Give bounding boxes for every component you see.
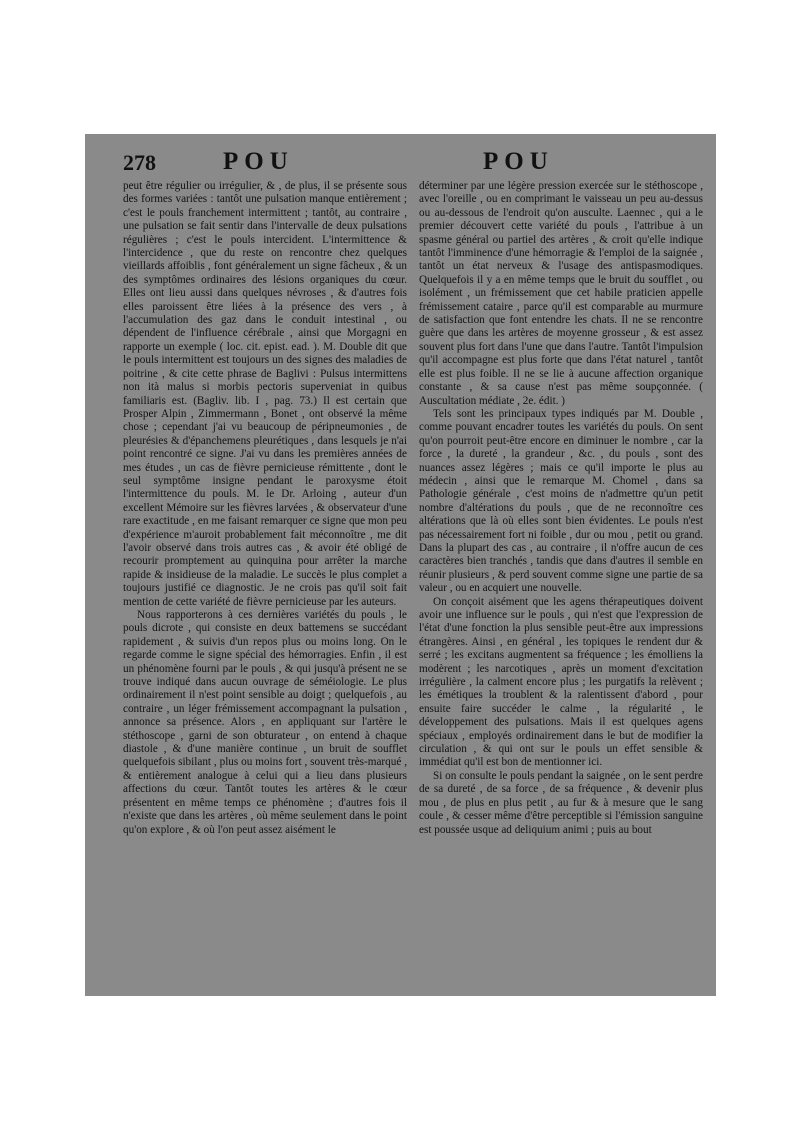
running-head-left: POU xyxy=(223,148,294,175)
paragraph: Nous rapporterons à ces dernières variétés du pouls , le pouls dicrote , qui consiste en deux battemens se succédant rapidement , & suivis d'un repos plus ou moins long. On le regarde comme le signe spécial des hémorragies. Enfin , il est un phénomène fourni par le pouls , & qui jusqu'à présent ne se trouve indiqué dans aucun ouvrage de séméiologie. Le plus ordinairement il n'est point sensible au doigt ; quelquefois , au contraire , un léger frémissement accompagnant la pulsation , annonce sa présence. Alors , en appliquant sur l'artère le stéthoscope , garni de son obturateur , on entend à chaque diastole , & d'une manière continue , un bruit de soufflet quelquefois sibilant , plus ou moins fort , souvent très-marqué , & entièrement analogue à celui qui a lieu dans plusieurs affections du cœur. Tantôt toutes les artères & le cœur présentent en même temps ce phénomène ; d'autres fois il n'existe que dans les artères , où même seulement dans le point qu'on explore , & où l'on peut assez aisément le xyxy=(123,609,407,836)
page-number: 278 xyxy=(123,150,156,175)
page-header xyxy=(123,146,703,180)
text-columns xyxy=(123,180,703,986)
scanned-page xyxy=(85,134,716,996)
paragraph: peut être régulier ou irrégulier, & , de plus, il se présente sous des formes variées : tantôt une pulsation manque entièrement ; c'est le pouls franchement intermittent ; tantôt, au contraire , une pulsation se fait sentir dans l'intervalle de deux pulsations régulières ; c'est le pouls intercident. L'intermittence & l'intercidence , que du reste on rencontre chez quelques vieillards affoiblis , font généralement un signe fâcheux , & un des symptômes ordinaires des lésions organiques du cœur. Elles ont lieu aussi dans quelques névroses , & d'autres fois elles paroissent être liées à la présence des vers , à l'accumulation des gaz dans le conduit intestinal , ou dépendent de l'influence cérébrale , ainsi que Morgagni en rapporte un exemple ( loc. cit. epist. ead. ). M. Double dit que le pouls intermittent est toujours un des signes des maladies de poitrine , & cite cette phrase de Baglivi : Pulsus intermittens non ità malus si morbis pectoris superveniat in quibus familiaris est. (Bagliv. lib. I , pag. 73.) Il est certain que Prosper Alpin , Zimmermann , Bonet , ont observé la même chose ; cependant j'ai vu beaucoup de péripneumonies , de pleurésies & d'épanchemens pleurétiques , dans lesquels je n'ai point rencontré ce signe. J'ai vu dans les premières années de mes études , un cas de fièvre pernicieuse rémittente , dont le seul symptôme insigne pendant le paroxysme étoit l'intermittence du pouls. M. le Dr. Arloing , auteur d'un excellent Mémoire sur les fièvres larvées , & observateur d'une rare exactitude , en me faisant remarquer ce signe que mon peu d'expérience m'auroit probablement fait méconnoître , me dit l'avoir observé dans trois autres cas , & avoir été obligé de recourir promptement au quinquina pour arrêter la marche rapide & insidieuse de la maladie. Le succès le plus complet a toujours justifié ce diagnostic. Je ne crois pas qu'il soit fait mention de cette variété de fièvre pernicieuse par les auteurs. xyxy=(123,180,407,608)
paragraph: Tels sont les principaux types indiqués par M. Double , comme pouvant encadrer toutes les variétés du pouls. On sent qu'on pourroit peut-être encore en diminuer le nombre , car la force , la dureté , la grandeur , &c. , du pouls , sont des nuances assez légères ; mais ce qu'il importe le plus au médecin , ainsi que le remarque M. Chomel , dans sa Pathologie générale , c'est moins de n'admettre qu'un petit nombre d'altérations du pouls , que de ne reconnoître ces altérations que là où elles sont bien évidentes. Le pouls n'est pas nécessairement fort ni foible , dur ou mou , petit ou grand. Dans la plupart des cas , au contraire , il n'offre aucun de ces caractères bien tranchés , tandis que dans d'autres il semble en réunir plusieurs , & perd souvent comme signe une partie de sa valeur , ou en acquiert une nouvelle. xyxy=(419,407,703,595)
paragraph: On conçoit aisément que les agens thérapeutiques doivent avoir une influence sur le pouls , qui n'est que l'expression de l'état d'une fonction la plus sensible peut-être aux impressions étrangères. Ainsi , en général , les topiques le rendent dur & serré ; les excitans augmentent sa fréquence ; les émolliens la modèrent ; les narcotiques , après un moment d'excitation irrégulière , la calment encore plus ; les purgatifs la relèvent ; les émétiques la troublent & la ralentissent d'abord , pour ensuite faire succéder le calme , la régularité , le développement des pulsations. Mais il est quelques agens spéciaux , employés ordinairement dans le but de modifier la circulation , & qui ont sur le pouls un effet sensible & immédiat qu'il est bon de mentionner ici. xyxy=(419,595,703,769)
running-head-right: POU xyxy=(483,148,554,175)
paragraph: Si on consulte le pouls pendant la saignée , on le sent perdre de sa dureté , de sa force , de sa fréquence , & devenir plus mou , de plus en plus petit , au fur & à mesure que le sang coule , & cesser même d'être perceptible si l'émission sanguine est poussée usque ad deliquium animi ; puis au bout xyxy=(419,769,703,836)
document-page xyxy=(123,146,703,986)
left-column xyxy=(123,180,407,986)
paragraph: déterminer par une légère pression exercée sur le stéthoscope , avec l'oreille , ou en comprimant le vaisseau un peu au-dessus ou au-dessous de l'endroit qu'on ausculte. Laennec , qui a le premier découvert cette variété du pouls , l'attribue à un spasme général ou partiel des artères , & croit qu'elle indique tantôt l'imminence d'une hémorragie & l'emploi de la saignée , tantôt un état nerveux & l'usage des antispasmodiques. Quelquefois il y a en même temps que le bruit du soufflet , ou isolément , un frémissement que cet habile praticien appelle frémissement cataire , parce qu'il est comparable au murmure de satisfaction que font entendre les chats. Il ne se rencontre guère que dans les artères de moyenne grosseur , & est assez souvent plus fort dans l'une que dans l'autre. Tantôt l'impulsion qu'il accompagne est plus forte que dans l'état naturel , tantôt elle est plus foible. Il ne se lie à aucune affection organique constante , & sa cause n'est pas même soupçonnée. ( Auscultation médiate , 2e. édit. ) xyxy=(419,180,703,407)
right-column xyxy=(419,180,703,986)
